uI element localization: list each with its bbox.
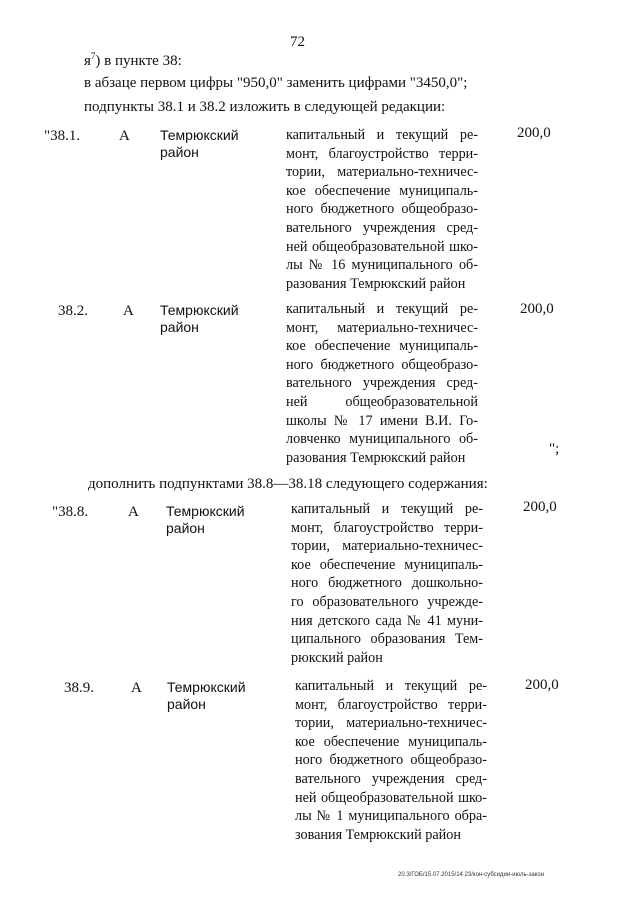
closing-quote: ";: [549, 441, 560, 457]
description-line: ния детского сада № 41 муни-: [291, 612, 483, 629]
description-line: лы № 1 муниципального обра-: [295, 808, 487, 825]
description-line: капитальный и текущий ре-: [291, 501, 483, 517]
footnote-marker: 7: [90, 51, 96, 61]
description-line: лы № 16 муниципального об-: [286, 257, 478, 274]
row-description: [286, 300, 478, 467]
description-line: ловченко муниципального об-: [286, 431, 478, 448]
intro-line-1: [84, 52, 182, 70]
intro-line-1-text: ) в пункте 38:: [95, 53, 182, 69]
district-line: район: [160, 319, 199, 335]
row-category: А: [123, 303, 134, 319]
description-line: ного бюджетного общеобразо-: [295, 752, 487, 769]
description-line: ней общеобразовательной шко-: [295, 789, 487, 806]
footer-document-code: 20.3/ГОБ/15.07.2015/14 23/кон-субсидии-июль-закон: [398, 872, 545, 878]
district-line: Темрюкский: [160, 127, 239, 143]
intro-line-2: в абзаце первом цифры "950,0" заменить цифрами "3450,0";: [84, 75, 468, 91]
row-category: А: [128, 504, 139, 520]
description-line: разования Темрюкский район: [286, 275, 466, 292]
description-line: рюкский район: [291, 649, 383, 666]
row-description: [291, 500, 483, 667]
row-amount: 200,0: [523, 499, 557, 515]
description-line: школы № 17 имени В.И. Го-: [286, 412, 478, 429]
description-line: тории, материально-техничес-: [295, 715, 487, 732]
row-district: [160, 127, 239, 161]
description-line: монт, благоустройство терри-: [291, 519, 483, 536]
description-line: капитальный и текущий ре-: [295, 678, 487, 694]
district-line: район: [160, 144, 199, 160]
description-line: монт, благоустройство терри-: [295, 696, 487, 713]
description-line: вательного учреждения сред-: [286, 219, 478, 236]
description-line: капитальный и текущий ре-: [286, 301, 478, 317]
row-amount: 200,0: [520, 301, 554, 317]
row-number: "38.1.: [44, 128, 81, 144]
row-amount: 200,0: [517, 125, 551, 141]
district-line: район: [166, 520, 205, 536]
district-line: Темрюкский: [166, 503, 245, 519]
row-district: [167, 679, 246, 713]
row-number: 38.2.: [58, 303, 88, 319]
intro-line-1-prefix: я: [84, 53, 91, 69]
description-line: кое обеспечение муниципаль-: [286, 182, 478, 199]
description-line: вательного учреждения сред-: [295, 770, 487, 787]
description-line: тории, материально-техничес-: [291, 538, 483, 555]
row-category: А: [131, 680, 142, 696]
district-line: район: [167, 696, 206, 712]
row-category: А: [119, 128, 130, 144]
row-description: [286, 126, 478, 293]
description-line: капитальный и текущий ре-: [286, 127, 478, 143]
row-number: "38.8.: [52, 504, 89, 520]
row-district: [166, 503, 245, 537]
description-line: го образовательного учрежде-: [291, 593, 483, 610]
description-line: тории, материально-техничес-: [286, 164, 478, 181]
description-line: разования Темрюкский район: [286, 449, 466, 466]
description-line: монт, материально-техничес-: [286, 319, 478, 336]
description-line: ного бюджетного дошкольно-: [291, 575, 483, 592]
row-description: [295, 677, 487, 844]
description-line: ципального образования Тем-: [291, 631, 483, 648]
description-line: ней общеобразовательной: [286, 393, 478, 410]
row-number: 38.9.: [64, 680, 94, 696]
row-district: [160, 302, 239, 336]
description-line: ней общеобразовательной шко-: [286, 238, 478, 255]
description-line: монт, благоустройство терри-: [286, 145, 478, 162]
description-line: ного бюджетного общеобразо-: [286, 201, 478, 218]
description-line: кое обеспечение муниципаль-: [286, 338, 478, 355]
intro-line-3: подпункты 38.1 и 38.2 изложить в следующей редакции:: [84, 99, 446, 115]
district-line: Темрюкский: [160, 302, 239, 318]
description-line: ного бюджетного общеобразо-: [286, 356, 478, 373]
description-line: вательного учреждения сред-: [286, 375, 478, 392]
description-line: зования Темрюкский район: [295, 826, 461, 843]
description-line: кое обеспечение муниципаль-: [295, 733, 487, 750]
page-number: 72: [290, 34, 305, 50]
description-line: кое обеспечение муниципаль-: [291, 556, 483, 573]
insertion-instruction: дополнить подпунктами 38.8—38.18 следующего содержания:: [88, 476, 488, 492]
district-line: Темрюкский: [167, 679, 246, 695]
row-amount: 200,0: [525, 677, 559, 693]
